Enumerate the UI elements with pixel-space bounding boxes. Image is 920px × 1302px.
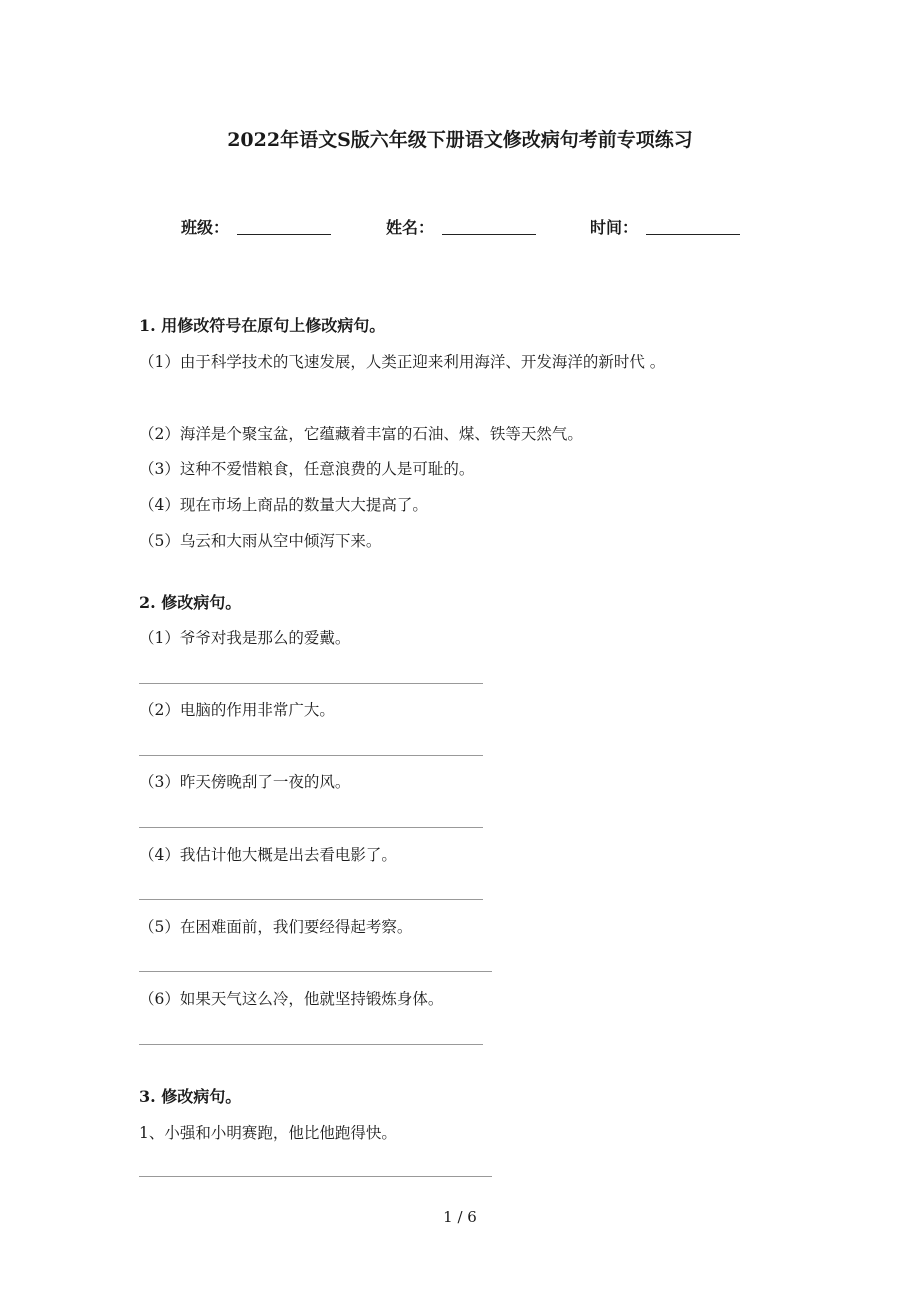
question-2-heading: 2. 修改病句。 — [139, 593, 242, 612]
question-3-item: 1、小强和小明赛跑，他比他跑得快。 — [139, 1124, 397, 1142]
page-title: 2022年语文S版六年级下册语文修改病句考前专项练习 — [227, 129, 693, 151]
question-2-item: （6）如果天气这么冷，他就坚持锻炼身体。 — [139, 990, 444, 1008]
answer-line[interactable] — [139, 683, 483, 684]
answer-line[interactable] — [139, 1044, 483, 1045]
question-1-heading: 1. 用修改符号在原句上修改病句。 — [139, 316, 386, 335]
question-1-item: （1）由于科学技术的飞速发展，人类正迎来利用海洋、开发海洋的新时代 。 — [139, 353, 666, 371]
answer-line[interactable] — [139, 827, 483, 828]
question-3-heading: 3. 修改病句。 — [139, 1087, 242, 1106]
question-1-item: （2）海洋是个聚宝盆，它蕴藏着丰富的石油、煤、铁等天然气。 — [139, 425, 583, 443]
question-1-item: （4）现在市场上商品的数量大大提高了。 — [139, 496, 428, 514]
answer-line[interactable] — [139, 971, 492, 972]
class-field[interactable] — [237, 234, 331, 235]
question-2-item: （4）我估计他大概是出去看电影了。 — [139, 846, 397, 864]
question-2-item: （2）电脑的作用非常广大。 — [139, 701, 335, 719]
question-2-item: （1）爷爷对我是那么的爱戴。 — [139, 629, 351, 647]
answer-line[interactable] — [139, 755, 483, 756]
name-label: 姓名： — [386, 218, 435, 237]
answer-line[interactable] — [139, 1176, 492, 1177]
question-1-item: （5）乌云和大雨从空中倾泻下来。 — [139, 532, 382, 550]
class-label: 班级： — [181, 218, 230, 237]
page-number: 1 / 6 — [443, 1208, 477, 1226]
name-field[interactable] — [442, 234, 536, 235]
time-label: 时间： — [590, 218, 639, 237]
question-2-item: （3）昨天傍晚刮了一夜的风。 — [139, 773, 351, 791]
time-field[interactable] — [646, 234, 740, 235]
question-2-item: （5）在困难面前，我们要经得起考察。 — [139, 918, 413, 936]
question-1-item: （3）这种不爱惜粮食，任意浪费的人是可耻的。 — [139, 460, 475, 478]
answer-line[interactable] — [139, 899, 483, 900]
